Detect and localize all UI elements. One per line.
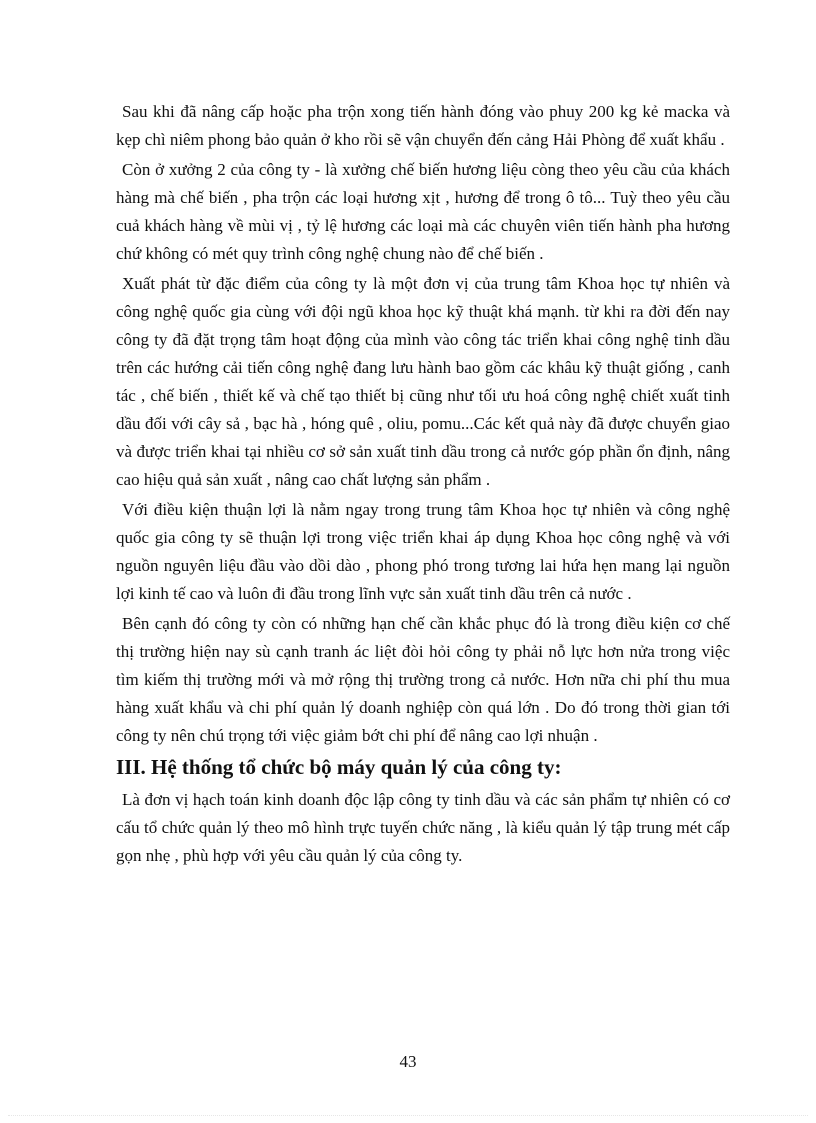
document-page (116, 98, 730, 872)
paragraph-favorable-conditions: Với điều kiện thuận lợi là nằm ngay trong trung tâm Khoa học tự nhiên và công nghệ quốc gia công ty sẽ thuận lợi trong việc triển khai áp dụng Khoa học công nghệ và với nguồn nguyên liệu đầu vào dồi dào , phong phó trong tương lai hứa hẹn mang lại nguồn lợi kinh tế cao và luôn đi đầu trong lĩnh vực sản xuất tinh dầu trên cả nước . (116, 500, 730, 603)
page-edge-divider (8, 1115, 808, 1116)
paragraph-workshop-2: Còn ở xưởng 2 của công ty - là xưởng chế biến hương liệu còng theo yêu cầu của khách hàng mà chế biến , pha trộn các loại hương xịt , hương để trong ô tô... Tuỳ theo yêu cầu cuả khách hàng về mùi vị , tỷ lệ hương các loại mà các chuyên viên tiến hành pha hương chứ không có mét quy trình công nghệ chung nào để chế biến . (116, 160, 730, 263)
paragraph-export-process: Sau khi đã nâng cấp hoặc pha trộn xong tiến hành đóng vào phuy 200 kg kẻ macka và kẹp chì niêm phong bảo quản ở kho rồi sẽ vận chuyển đến cảng Hải Phòng để xuất khẩu . (116, 102, 730, 149)
paragraph-company-strengths: Xuất phát từ đặc điểm của công ty là một đơn vị của trung tâm Khoa học tự nhiên và công nghệ quốc gia cùng với đội ngũ khoa học kỹ thuật khá mạnh. từ khi ra đời đến nay công ty đã đặt trọng tâm hoạt động của mình vào công tác triển khai công nghệ tinh dầu trên các hướng cải tiến công nghệ đang lưu hành bao gồm các khâu kỹ thuật giống , canh tác , chế biến , thiết kế và chế tạo thiết bị cũng như tối ưu hoá công nghệ chiết xuất tinh dầu đối với cây sả , bạc hà , hóng quê , oliu, pomu...Các kết quả này đã được chuyển giao và được triển khai tại nhiều cơ sở sản xuất tinh dầu trong cả nước góp phần ổn định, nâng cao hiệu quả sản xuất , nâng cao chất lượng sản phẩm . (116, 274, 730, 489)
page-number: 43 (399, 1052, 417, 1071)
paragraph-organization: Là đơn vị hạch toán kinh doanh độc lập công ty tinh dầu và các sản phẩm tự nhiên có cơ cấu tổ chức quản lý theo mô hình trực tuyến chức năng , là kiểu quản lý tập trung mét cấp gọn nhẹ , phù hợp với yêu cầu quản lý của công ty. (116, 790, 730, 865)
section-heading: III. Hệ thống tổ chức bộ máy quản lý của công ty: (116, 755, 562, 779)
paragraph-limitations: Bên cạnh đó công ty còn có những hạn chế cần khắc phục đó là trong điều kiện cơ chế thị trường hiện nay sù cạnh tranh ác liệt đòi hỏi công ty phải nỗ lực hơn nửa trong việc tìm kiếm thị trường mới và mở rộng thị trường trong cả nước. Hơn nữa chi phí thu mua hàng xuất khẩu và chi phí quản lý doanh nghiệp còn quá lớn . Do đó trong thời gian tới công ty nên chú trọng tới việc giảm bớt chi phí để nâng cao lợi nhuận . (116, 614, 730, 745)
